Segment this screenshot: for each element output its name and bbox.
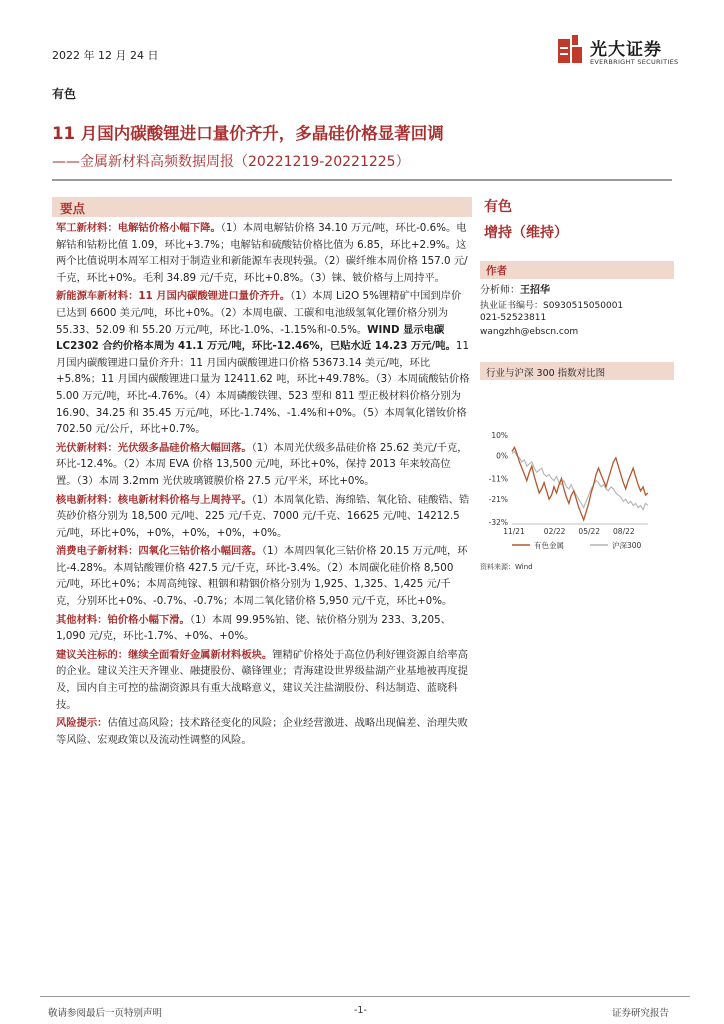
analyst-name: 王招华 xyxy=(520,285,550,296)
report-title: 11 月国内碳酸锂进口量价齐升，多晶硅价格显著回调 xyxy=(52,124,444,143)
summary-section-header xyxy=(52,197,472,217)
y-tick-label: 0% xyxy=(496,451,508,461)
paragraph-text: （1）本周四氧化三钴价格 20.15 万元/吨，环比-4.28%。本周钴酸锂价格 427.5 元/千克，环比-3.4%。（2）本周碳化硅价格 8,500 元/吨，环比+0%；本周高纯镓、粗铟和精铟价格分别为 1,925、1,325、1,425 元/千克，分别环比+0%、-0.7%、-0.7%；本周二氧化锗价格 5,950 元/千克，环比+0%。 xyxy=(56,545,468,608)
paragraph-risks xyxy=(56,715,470,748)
paragraph-military xyxy=(56,220,470,286)
footer-disclaimer: 敬请参阅最后一页特别声明 xyxy=(48,1008,163,1019)
analyst-phone: 021-52523811 xyxy=(480,313,547,323)
paragraph-other-materials xyxy=(56,612,470,645)
analyst-email[interactable]: wangzhh@ebscn.com xyxy=(480,327,579,337)
y-tick-label: -32% xyxy=(488,518,508,527)
author-section-header xyxy=(480,261,674,279)
paragraph-consumer-electronics xyxy=(56,543,470,609)
chart-section-header xyxy=(480,362,674,380)
y-tick-label: -11% xyxy=(488,474,508,484)
paragraph-nuclear xyxy=(56,492,470,542)
report-subtitle: ——金属新材料高频数据周报（20221219-20221225） xyxy=(52,154,410,170)
company-logo xyxy=(556,33,706,77)
paragraph-lead: 其他材料：铂价格小幅下滑。 xyxy=(56,613,190,626)
chart-title: 行业与沪深 300 指数对比图 xyxy=(486,368,606,379)
author-section-title: 作者 xyxy=(486,265,507,277)
legend-label: 有色金属 xyxy=(534,541,564,550)
paragraph-text: （1）本周电解钴价格 34.10 万元/吨，环比-0.6%。电解钴和钴粉比值 1.09，环比+3.7%；电解钴和硫酸钴价格比值为 6.85，环比+2.9%。这两个比值说明本周军工相对于制造业和新能源车表现转强。（2）碳纤维本周价格 157.0 元/千克，环比+0%。毛利 34.89 元/千克，环比+0.8%。（3）铼、铍价格与上周持平。 xyxy=(56,222,468,284)
x-tick-label: 02/22 xyxy=(543,527,566,536)
paragraph-new-energy xyxy=(56,288,470,437)
x-tick-label: 05/22 xyxy=(578,527,601,536)
logo-text-cn: 光大证券 xyxy=(590,40,662,60)
paragraph-text: （1）本周氧化锆、海绵锆、氧化铪、硅酸锆、锆英砂价格分别为 18,500 元/吨、225 元/千克、7000 元/千克、16625 元/吨、14212.5 元/吨，环比+0%，+0%，+0%，+0%，+0%。 xyxy=(56,493,470,539)
paragraph-lead: 光伏新材料：光伏级多晶硅价格大幅回落。 xyxy=(56,441,252,454)
logo-text-en: EVERBRIGHT SECURITIES xyxy=(590,58,679,66)
series-line-nonferrous xyxy=(512,447,648,520)
report-date: 2022 年 12 月 24 日 xyxy=(52,49,159,62)
page-number: -1- xyxy=(354,1005,367,1016)
footer-divider xyxy=(40,996,690,997)
summary-title: 要点 xyxy=(60,201,86,216)
paragraph-lead: 建议关注标的：继续全面看好金属新材料板块。 xyxy=(56,648,273,661)
paragraph-recommendations xyxy=(56,647,470,713)
legend-label: 沪深300 xyxy=(612,541,642,550)
chart-source: 资料来源：Wind xyxy=(480,563,533,571)
paragraph-text: （1）本周 99.95%铂、铑、铱价格分别为 233、3,205、1,090 元/克，环比-1.7%、+0%、+0%。 xyxy=(56,613,451,643)
paragraph-text: （1）本周 Li2O 5%锂精矿中国到岸价已达到 6600 美元/吨，环比+0%。（2）本周电碳、工碳和电池级氢氧化锂价格分别为 55.33、52.09 和 55.20 万元/吨，环比-1.0%、-1.15%和-0.5%。 xyxy=(56,290,462,336)
rating-label: 增持（维持） xyxy=(484,225,568,241)
y-tick-label: -21% xyxy=(488,495,508,505)
sector-tag: 有色 xyxy=(52,87,77,101)
license-number: 执业证书编号：S0930515050001 xyxy=(480,301,624,311)
x-tick-label: 11/21 xyxy=(503,527,525,536)
paragraph-lead: 消费电子新材料：四氧化三钴价格小幅回落。 xyxy=(56,545,262,558)
paragraph-text: 锂精矿价格处于高位仍利好锂资源自给率高的企业。建议关注天齐锂业、融捷股份、赣锋锂业；青海建设世界级盐湖产业基地被再度提及，国内自主可控的盐湖资源具有重大战略意义，建议关注盐湖股份、科达制造、蓝晓科技。 xyxy=(56,648,468,711)
paragraph-lead: 风险提示： xyxy=(56,717,108,730)
paragraph-bold-text: WIND 显示电碳 LC2302 合约价格本周为 41.1 万元/吨，环比-12.46%，已贴水近 14.23 万元/吨。 xyxy=(56,323,456,353)
paragraph-photovoltaic xyxy=(56,440,470,490)
footer-doc-type: 证券研究报告 xyxy=(612,1008,670,1019)
paragraph-text: （1）本周光伏级多晶硅价格 25.62 美元/千克，环比-12.4%。（2）本周 EVA 价格 13,500 元/吨，环比+0%，保持 2013 年来较高位置。（3）本周 3.2mm 光伏玻璃镀膜价格 27.5 元/平米，环比+0%。 xyxy=(56,441,468,487)
paragraph-text: 11 月国内碳酸锂进口量价齐升：11 月国内碳酸锂进口价格 53673.14 美元/吨，环比+5.8%；11 月国内碳酸锂进口量为 12411.62 吨，环比+49.78%。（3）本周硫酸钴价格 5.00 万元/吨，环比-4.76%。（4）本周磷酸铁锂、523 型和 811 型正极材料价格分别为 16.90、34.25 和 35.45 万元/吨，环比-1.74%、-1.4%和+0%。（5）本周氧化镨钕价格 702.50 元/公斤，环比+0.7%。 xyxy=(56,340,470,436)
logo-mark-icon xyxy=(556,33,586,69)
paragraph-lead: 新能源车新材料：11 月国内碳酸锂进口量价齐升。 xyxy=(56,290,291,303)
paragraph-lead: 核电新材料：核电新材料价格与上周持平。 xyxy=(56,493,252,506)
paragraph-lead: 军工新材料：电解钴价格小幅下降。 xyxy=(56,222,221,234)
analyst-line xyxy=(480,281,550,296)
y-tick-label: 10% xyxy=(491,431,508,440)
header-divider xyxy=(52,179,672,181)
x-tick-label: 08/22 xyxy=(613,527,635,536)
index-comparison-chart xyxy=(478,425,678,560)
paragraph-text: 估值过高风险；技术路径变化的风险；企业经营激进、战略出现偏差、治理失败等风险、宏观政策以及流动性调整的风险。 xyxy=(56,717,468,746)
analyst-label: 分析师： xyxy=(480,285,520,296)
summary-body xyxy=(56,220,470,750)
sidebar-sector: 有色 xyxy=(484,199,512,215)
